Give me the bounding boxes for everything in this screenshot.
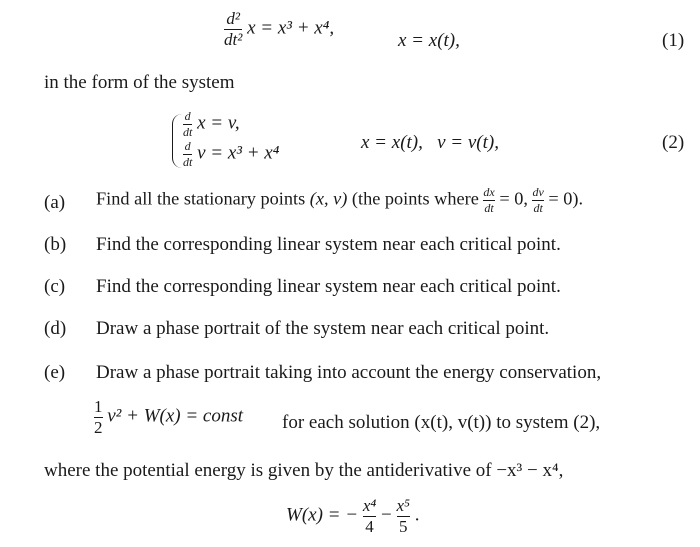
fraction-numerator: x⁵ <box>396 496 410 515</box>
item-a-math: (x, v) <box>309 188 348 209</box>
d-dt-fraction <box>183 140 192 168</box>
x4-over-4-fraction <box>363 497 376 536</box>
equation-rhs: = x³ + x⁴, <box>260 17 335 39</box>
energy-tail: for each solution (x(t), v(t)) to system (2), <box>282 412 601 433</box>
equation-2-number: (2) <box>662 132 685 153</box>
potential-energy-equation <box>286 497 419 536</box>
potential-lhs: W(x) = − <box>286 504 359 526</box>
fraction-numerator: d <box>184 109 191 123</box>
item-d-label: (d) <box>44 318 67 339</box>
system-line-2 <box>183 140 279 168</box>
minus-sign: − <box>381 504 392 526</box>
item-c-text: Find the corresponding linear system near each critical point. <box>96 276 561 297</box>
item-a-text-mid: (the points where <box>351 188 479 209</box>
where-text: where the potential energy is given by the antiderivative of −x³ − x⁴, <box>44 460 564 481</box>
item-c-label: (c) <box>44 276 66 297</box>
fraction-denominator: 2 <box>94 417 103 437</box>
fraction-numerator: d² <box>226 9 240 28</box>
one-half-fraction <box>94 398 103 437</box>
period: . <box>414 504 420 526</box>
fraction-numerator: 1 <box>94 397 103 416</box>
item-e-text: Draw a phase portrait taking into account the energy conservation, <box>96 362 602 383</box>
fraction-numerator: x⁴ <box>362 496 377 515</box>
equation-variable: x <box>247 17 256 39</box>
item-a-label: (a) <box>44 192 66 213</box>
fraction-denominator: 5 <box>398 516 408 536</box>
fraction-numerator: d <box>184 139 191 153</box>
fraction-numerator: dx <box>483 185 495 199</box>
fraction-denominator: 4 <box>365 516 374 536</box>
x5-over-5-fraction <box>397 497 410 536</box>
d-dt-fraction <box>183 110 192 138</box>
dv-dt-fraction <box>532 186 543 214</box>
fraction-denominator: dt² <box>224 29 243 49</box>
item-b-text: Find the corresponding linear system near each critical point. <box>96 234 561 255</box>
equation-1-condition: x = x(t), <box>398 30 460 51</box>
system-brace <box>172 114 183 168</box>
item-a-text-end: = 0). <box>548 188 584 209</box>
second-derivative-fraction <box>224 10 242 49</box>
item-e-label: (e) <box>44 362 66 383</box>
system-line-1 <box>183 110 240 138</box>
item-a-equals-zero: = 0, <box>499 188 528 209</box>
fraction-numerator: dv <box>532 185 544 199</box>
dx-dt-fraction <box>483 186 494 214</box>
energy-equation <box>94 398 243 437</box>
fraction-denominator: dt <box>533 200 543 215</box>
equation-1 <box>224 10 334 49</box>
equation-2-condition: x = x(t), v = v(t), <box>361 132 499 153</box>
system-line-1-rest: x = v, <box>197 112 240 134</box>
item-d-text: Draw a phase portrait of the system near each critical point. <box>96 318 550 339</box>
item-b-label: (b) <box>44 234 67 255</box>
item-a-text <box>96 186 583 214</box>
item-a-text-pre: Find all the stationary points <box>96 188 306 209</box>
equation-1-number: (1) <box>662 30 685 51</box>
intro-text: in the form of the system <box>44 72 235 93</box>
system-line-2-rest: v = x³ + x⁴ <box>197 142 280 164</box>
energy-expression: v² + W(x) = const <box>107 405 244 427</box>
fraction-denominator: dt <box>484 200 494 215</box>
fraction-denominator: dt <box>183 154 193 169</box>
fraction-denominator: dt <box>183 124 193 139</box>
